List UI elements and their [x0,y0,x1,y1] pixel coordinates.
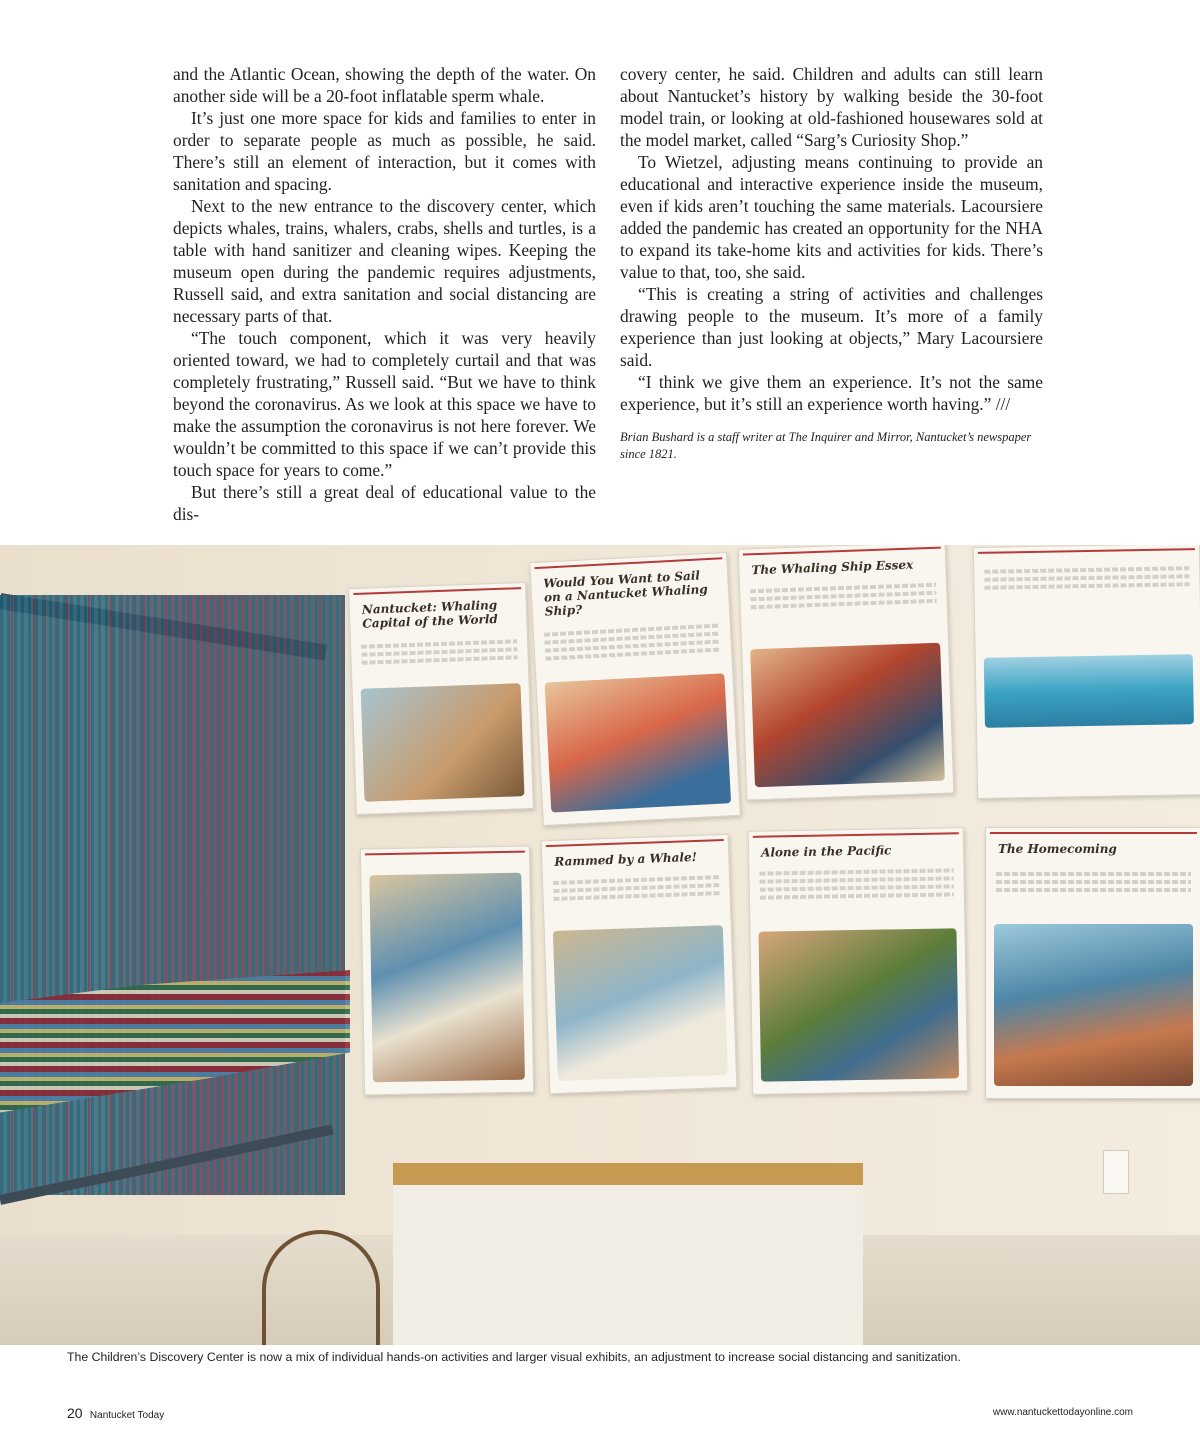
exhibit-poster [529,552,741,826]
paragraph: “This is creating a string of activities and challenges drawing people to the museum. It’s more of a family experience than just looking at objects,” Mary Lacoursiere said. [620,284,1043,370]
wooden-bench [393,1163,863,1345]
author-byline: Brian Bushard is a staff writer at The Inquirer and Mirror, Nantucket’s newspaper since 1821. [620,430,1032,461]
poster-title: Nantucket: Whaling Capital of the World [361,597,499,631]
paragraph: But there’s still a great deal of educational value to the dis- [173,482,596,524]
paragraph: It’s just one more space for kids and families to enter in order to separate people as much as possible, he said. There’s still an element of interaction, but it comes with sanitation and spacing. [173,108,596,194]
article-column-left [173,63,596,525]
paragraph: covery center, he said. Children and adults can still learn about Nantucket’s history by walking beside the 30-foot model train, or looking at old-fashioned housewares sold at the model market, called “Sarg’s Curiosity Shop.” [620,64,1043,150]
exhibit-poster [748,827,969,1095]
publication-name: Nantucket Today [89,1410,165,1421]
paragraph: and the Atlantic Ocean, showing the depth of the water. On another side will be a 20-foot inflatable sperm whale. [173,64,596,106]
paragraph: Next to the new entrance to the discovery center, which depicts whales, trains, whalers, crabs, shells and turtles, is a table with hand sanitizer and cleaning wipes. Keeping the museum open during the pandemic requires adjustments, Russell said, and extra sanitation and social distancing are necessary parts of that. [173,196,596,326]
paragraph: “I think we give them an experience. It’s not the same experience, but it’s still an experience worth having.” /// [620,372,1043,414]
exhibit-poster [985,827,1200,1099]
exhibit-poster [973,545,1200,799]
paragraph: “The touch component, which it was very heavily oriented toward, we had to completely curtail and that was completely frustrating,” Russell said. “But we have to think beyond the coronavirus. As we look at this space we have to make the assumption the coronavirus is not here forever. We wouldn’t be committed to this space if we can’t provide this touch space for years to come.” [173,328,596,480]
poster-title [986,558,1189,562]
exhibit-poster [360,846,534,1096]
page-folio [67,1405,164,1421]
poster-title: Alone in the Pacific [760,843,892,860]
discovery-center-photo [0,545,1200,1345]
basket [262,1230,380,1345]
exhibit-poster [541,834,738,1094]
website-url: www.nantuckettodayonline.com [992,1407,1133,1418]
page-number: 20 [67,1405,83,1421]
article-column-right [620,63,1043,463]
electrical-outlet [1103,1150,1129,1194]
exhibit-poster [738,545,955,801]
poster-title: The Homecoming [998,842,1117,856]
photo-caption: The Children’s Discovery Center is now a mix of individual hands-on activities and larger visual exhibits, an adjustment to increase social distancing and sanitization. [67,1350,961,1364]
string-weaving-installation [0,595,345,1195]
poster-title: Rammed by a Whale! [554,849,698,869]
poster-title [373,861,519,864]
paragraph: To Wietzel, adjusting means continuing to provide an educational and interactive experience inside the museum, even if kids aren’t touching the same materials. Lacoursiere added the pandemic has created an opportunity for the NHA to expand its take-home kits and activities for kids. There’s value to that, too, she said. [620,152,1043,282]
poster-title: The Whaling Ship Essex [751,557,914,578]
poster-title: Would You Want to Sail on a Nantucket Whaling Ship? [542,568,709,619]
exhibit-poster [348,582,534,815]
